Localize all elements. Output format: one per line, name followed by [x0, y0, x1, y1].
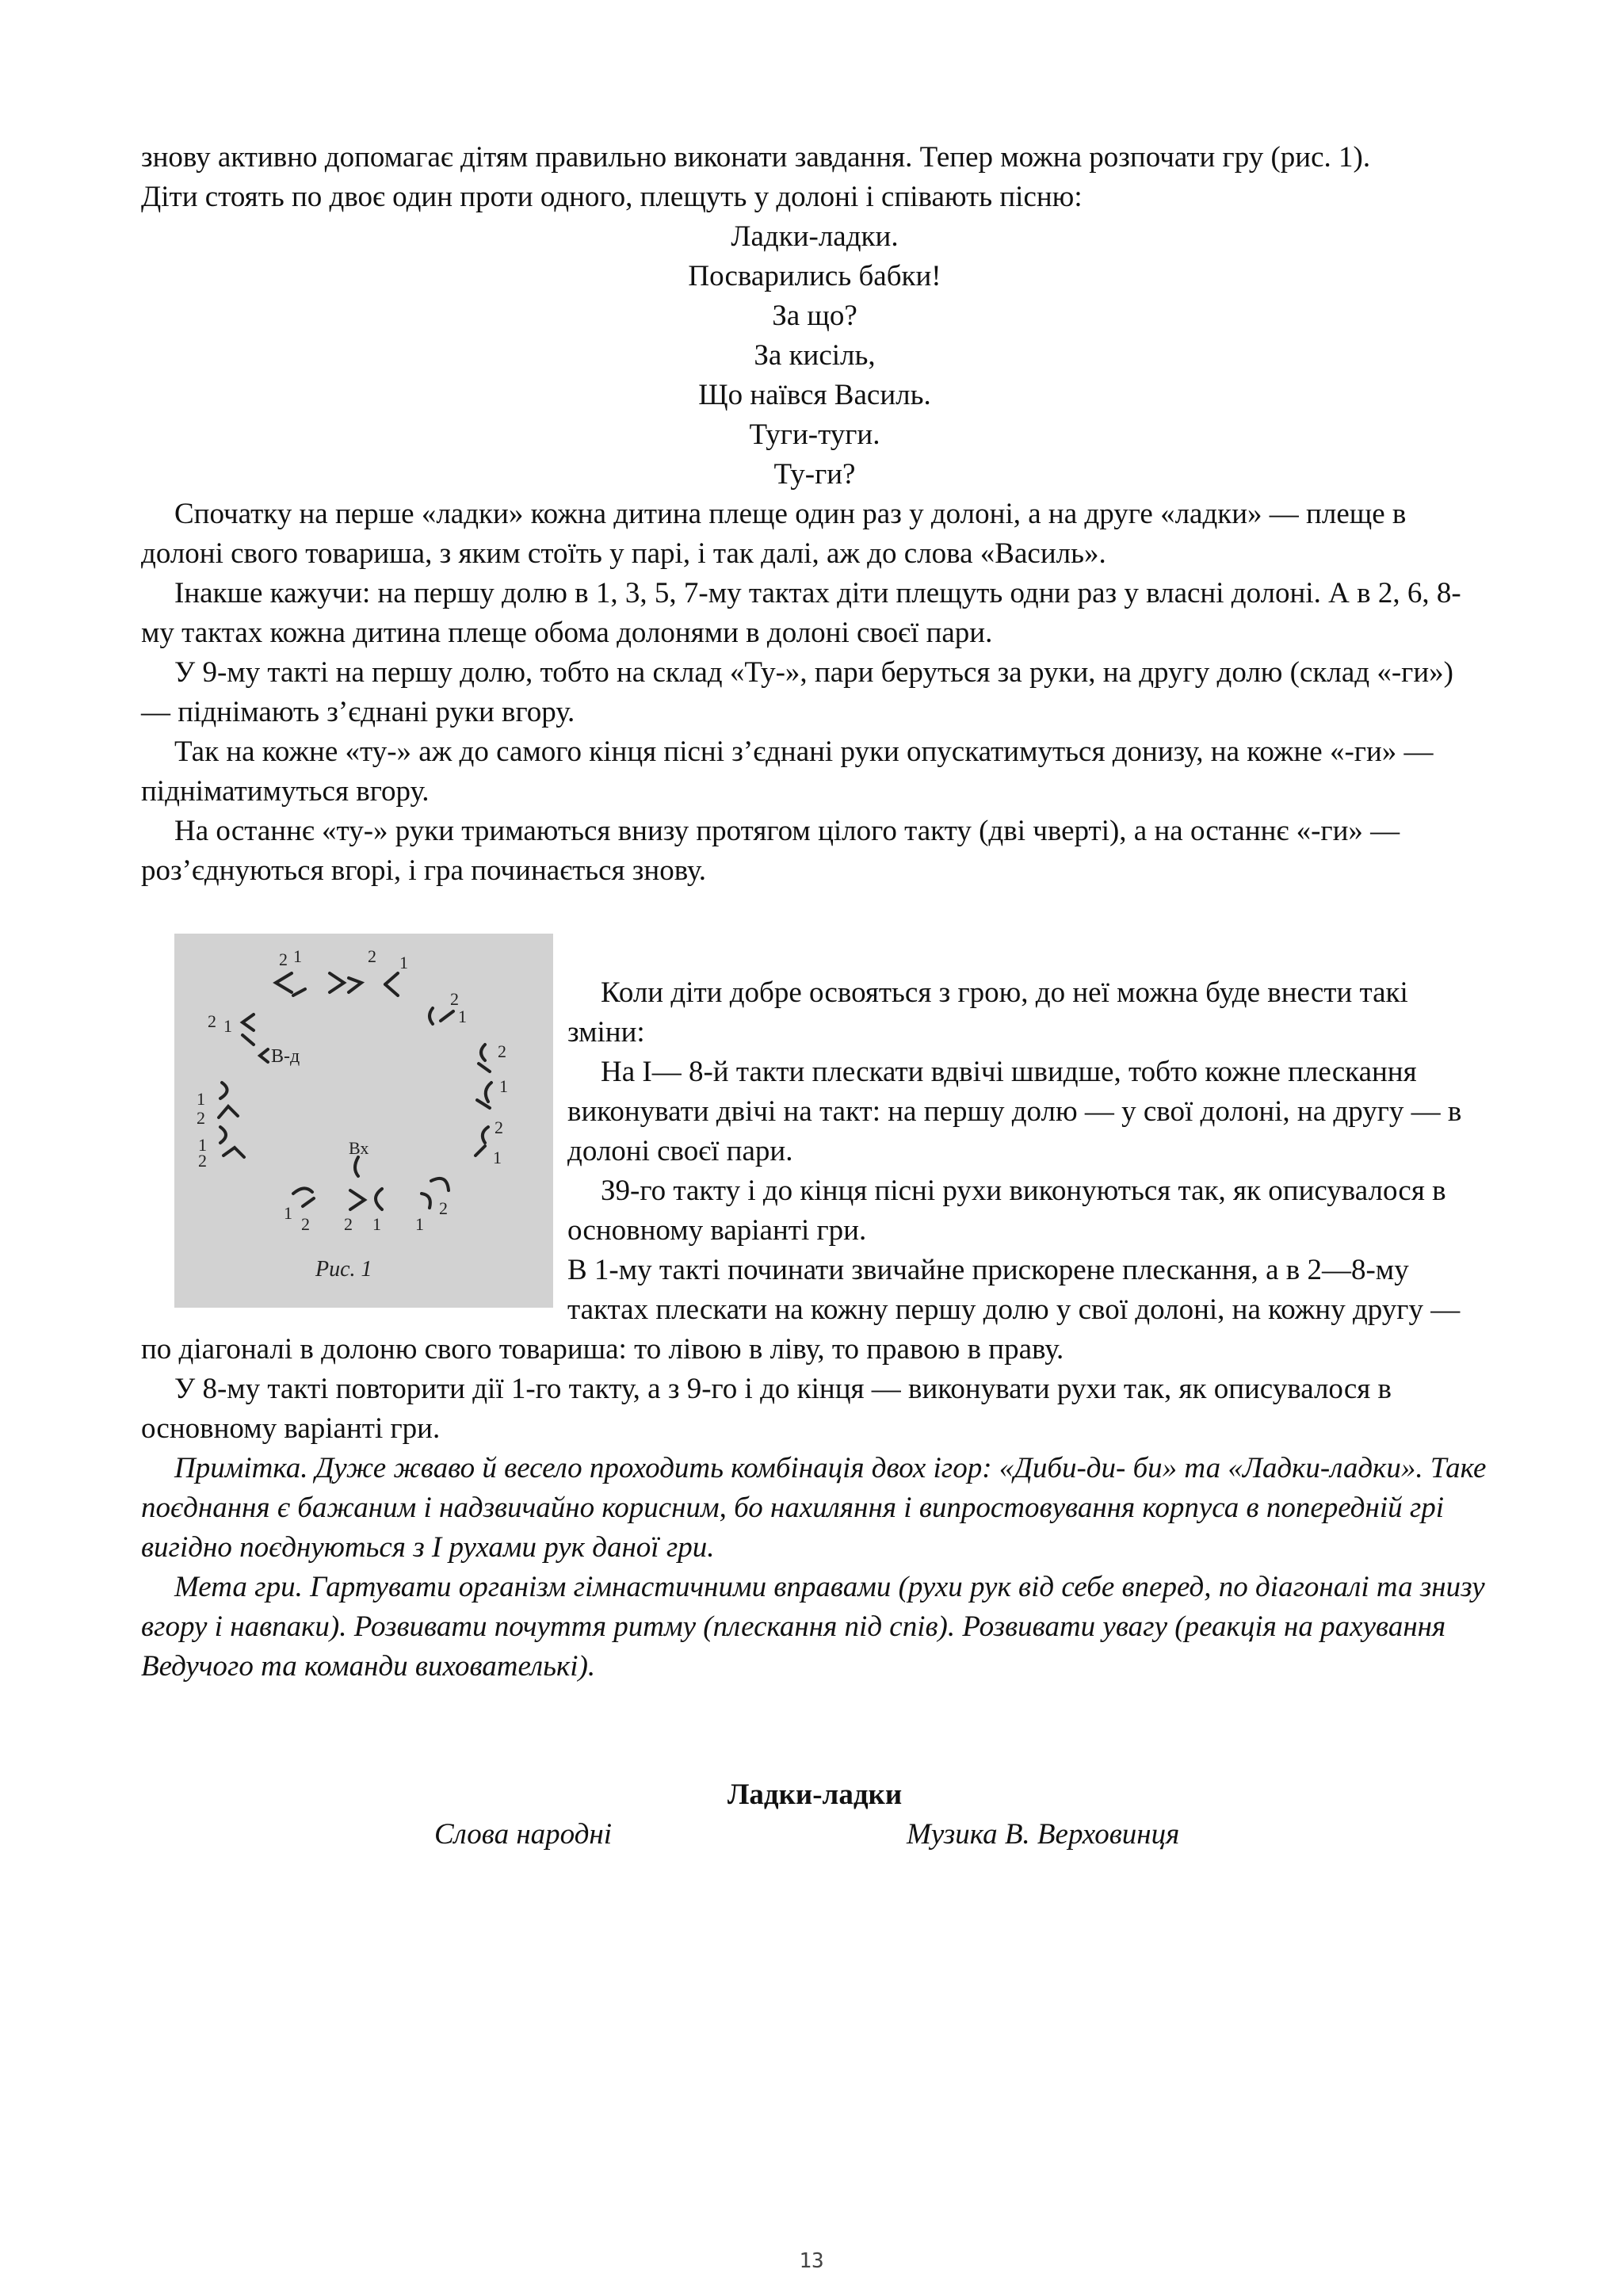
position-number: 2: [495, 1117, 503, 1137]
position-number: 2: [301, 1214, 310, 1234]
position-number: 2: [208, 1011, 216, 1031]
lyric-line: За що?: [772, 300, 857, 332]
position-number: 2: [450, 989, 459, 1009]
lyric-line: За кисіль,: [754, 339, 876, 372]
position-number: 2: [439, 1198, 448, 1218]
leader-arrow: [260, 1049, 268, 1062]
rules-paragraph: Спочатку на перше «ладки» кожна дитина плеще один раз у долоні, а на друге «ладки» — плеще в долоні свого товариша, з яким стоїть у парі, і так далі, аж до слова «Василь».: [141, 498, 1407, 570]
variant-paragraph: Коли діти добре освояться з грою, до неї можна буде внести такі зміни:: [567, 976, 1408, 1049]
intro-paragraph: Діти стоять по двоє один проти одного, плещуть у долоні і співають пісню:: [141, 181, 1083, 213]
goal-paragraph: Мета гри. Гартувати організм гімнастичними вправами (рухи рук від себе вперед, по діагоналі та знизу вгору і навпаки). Розвивати почуття ритму (плескання під спів). Розвивати увагу (реакція на рахування Ведучого та команди вихователькі).: [141, 1571, 1485, 1683]
player-mark: [303, 1198, 314, 1206]
rules-paragraph: У 9-му такті на першу долю, тобто на склад «Ту-», пари беруться за руки, на другу долю (склад «-ги») — піднімають з’єднані руки вгору.: [141, 656, 1453, 728]
position-number: 1: [223, 1016, 232, 1036]
position-number: 1: [198, 1135, 207, 1155]
position-number: 1: [399, 953, 408, 972]
player-mark: [479, 1064, 490, 1072]
player-mark: [223, 1148, 244, 1157]
intro-paragraph: знову активно допомагає дітям правильно виконати завдання. Тепер можна розпочати гру (рис. 1).: [141, 141, 1371, 174]
song-title: Ладки-ладки: [727, 1778, 903, 1811]
position-number: 2: [198, 1151, 207, 1171]
page-content: [141, 138, 1488, 1855]
player-mark: [220, 1127, 226, 1143]
player-mark: [481, 1045, 485, 1060]
position-number: 2: [498, 1041, 506, 1061]
lyrics-credit: Слова народні: [434, 1818, 613, 1851]
player-mark: [293, 989, 305, 995]
player-mark: [349, 978, 361, 992]
player-mark: [330, 973, 344, 992]
position-number: 1: [415, 1214, 424, 1234]
player-mark: [350, 1190, 365, 1209]
entry-label: Вх: [349, 1138, 369, 1158]
player-mark: [242, 1035, 254, 1045]
game-diagram: [174, 934, 553, 1308]
lyric-line: Ладки-ладки.: [731, 220, 899, 253]
position-number: 1: [197, 1089, 205, 1109]
song-lyrics: [141, 217, 1488, 495]
position-number: 1: [284, 1203, 292, 1223]
player-mark: [276, 973, 292, 992]
position-number: 2: [368, 946, 376, 966]
lyric-line: Туги-туги.: [749, 418, 880, 451]
rules-paragraph: Так на кожне «ту-» аж до самого кінця пісні з’єднані руки опускатимуться донизу, на кожне «-ги» — підніматимуться вгору.: [141, 735, 1434, 808]
leader-label: В-д: [271, 1046, 300, 1067]
position-number: 1: [493, 1148, 502, 1167]
player-mark: [376, 1189, 382, 1209]
player-mark: [430, 1008, 433, 1024]
lyric-line: Що наївся Василь.: [698, 379, 931, 411]
diagram-drawing: [174, 934, 553, 1308]
player-mark: [431, 1179, 449, 1190]
position-number: 1: [293, 946, 302, 966]
player-mark: [293, 1188, 312, 1194]
figure-caption: Рис. 1: [315, 1257, 372, 1282]
diagram-numbers: [197, 946, 508, 1282]
player-mark: [220, 1083, 227, 1098]
position-number: 1: [372, 1214, 381, 1234]
player-mark: [385, 984, 398, 995]
lyric-line: Посварились бабки!: [688, 260, 941, 292]
page-number: 13: [799, 2249, 824, 2273]
music-credit: Музика В. Верховинця: [907, 1818, 1180, 1851]
player-mark: [219, 1106, 238, 1117]
player-mark: [385, 973, 398, 984]
player-mark: [486, 1083, 491, 1102]
position-number: 2: [197, 1108, 205, 1128]
song-credits: [141, 1815, 1488, 1855]
variant-paragraph: На І— 8-й такти плескати вдвічі швидше, тобто кожне плескання виконувати двічі на такт: на першу долю — у свої долоні, на другу — в долоні своєї пари.: [567, 1056, 1462, 1167]
player-mark: [475, 1146, 485, 1156]
lyric-line: Ту-ги?: [773, 458, 856, 491]
player-mark: [242, 1014, 254, 1030]
position-number: 2: [344, 1214, 353, 1234]
variant-paragraph: З9-го такту і до кінця пісні рухи виконуються так, як описувалося в основному варіанті гри.: [567, 1175, 1446, 1247]
rules-paragraph: Інакше кажучи: на першу долю в 1, 3, 5, 7-му тактах діти плещуть одни раз у власні долоні. А в 2, 6, 8-му тактах кожна дитина плеще обома долонями в долоні своєї пари.: [141, 577, 1461, 649]
player-mark: [422, 1194, 430, 1208]
note-paragraph: Примітка. Дуже жваво й весело проходить комбінація двох ігор: «Диби-ди- би» та «Ладки-ладки». Таке поєднання є бажаним і надзвичайно корисним, бо нахиляння і випростовування корпуса в попередній грі вигідно поєднуються з І рухами рук даної гри.: [141, 1452, 1487, 1564]
player-mark: [441, 1011, 453, 1021]
variant-paragraph: У 8-му такті повторити дії 1-го такту, а з 9-го і до кінця — виконувати рухи так, як описувалося в основному варіанті гри.: [141, 1373, 1392, 1445]
rules-paragraph: На останнє «ту-» руки тримаються внизу протягом цілого такту (дві чверті), а на останнє «-ги» — роз’єднуються вгорі, і гра починається знову.: [141, 815, 1400, 887]
player-mark: [483, 1127, 488, 1143]
song-header: [141, 1775, 1488, 1855]
variant-paragraph: В 1-му такті починати звичайне прискорене плескання, а в 2—8-му тактах плескати на кожну першу долю у свої долоні, на кожну другу — по діагоналі в долоню свого товариша: то лівою в ліву, то правою в праву.: [141, 1254, 1461, 1366]
player-mark: [355, 1157, 358, 1176]
notes-section: [141, 1449, 1488, 1687]
figure-section: [141, 934, 1488, 1370]
position-number: 1: [499, 1076, 508, 1096]
position-number: 2: [279, 949, 288, 969]
position-number: 1: [458, 1007, 467, 1026]
